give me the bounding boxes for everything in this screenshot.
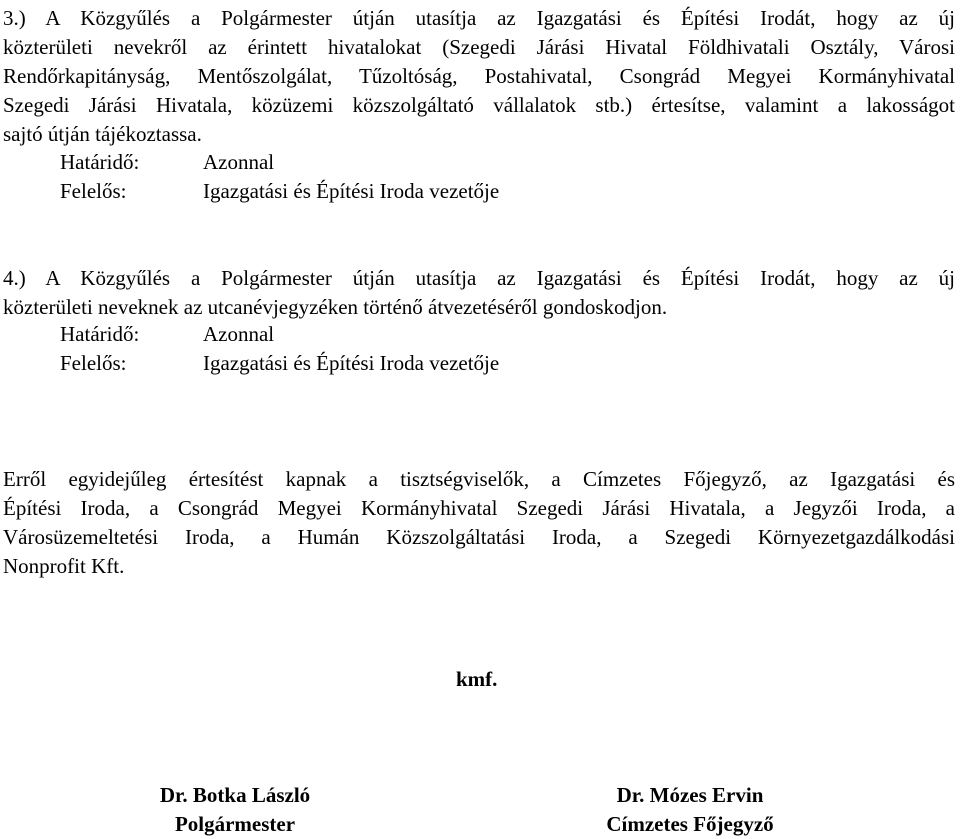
notice-line: Építési Iroda, a Csongrád Megyei Kormányhivatal Szegedi Járási Hivatala, a Jegyzői Iroda, a bbox=[3, 496, 955, 520]
kmf-label: kmf. bbox=[456, 667, 498, 691]
deadline-value: Azonnal bbox=[203, 322, 275, 346]
section-3-line: Szegedi Járási Hivatala, közüzemi közszolgáltató vállalatok stb.) értesítse, valamint a lakosságot bbox=[3, 93, 955, 117]
signature-left bbox=[120, 781, 350, 839]
section-3-line: közterületi nevekről az érintett hivatalokat (Szegedi Járási Hivatal Földhivatali Osztály, Városi bbox=[3, 35, 955, 59]
responsible-label: Felelős: bbox=[60, 179, 127, 203]
notice-line: Nonprofit Kft. bbox=[3, 554, 125, 578]
section-4-responsible-row bbox=[60, 349, 499, 378]
section-3-line: Rendőrkapitányság, Mentőszolgálat, Tűzoltóság, Postahivatal, Csongrád Megyei Kormányhivatal bbox=[3, 64, 955, 88]
section-3-responsible-row bbox=[60, 177, 499, 206]
notice-line: Városüzemeltetési Iroda, a Humán Közszolgáltatási Iroda, a Szegedi Környezetgazdálkodási bbox=[3, 525, 955, 549]
deadline-label: Határidő: bbox=[60, 322, 140, 346]
section-4-paragraph bbox=[3, 264, 955, 322]
signature-right bbox=[580, 781, 800, 839]
section-3-paragraph bbox=[3, 4, 955, 149]
section-3-deadline-row bbox=[60, 148, 274, 177]
signatory-name: Dr. Botka László bbox=[159, 783, 311, 807]
responsible-value: Igazgatási és Építési Iroda vezetője bbox=[203, 351, 500, 375]
notice-line: Erről egyidejűleg értesítést kapnak a tisztségviselők, a Címzetes Főjegyző, az Igazgatási és bbox=[3, 467, 955, 491]
section-4-line: 4.) A Közgyűlés a Polgármester útján utasítja az Igazgatási és Építési Irodát, hogy az új bbox=[3, 266, 955, 290]
signatory-name: Dr. Mózes Ervin bbox=[616, 783, 764, 807]
section-3-line: 3.) A Közgyűlés a Polgármester útján utasítja az Igazgatási és Építési Irodát, hogy az új bbox=[3, 6, 955, 30]
section-3-line: sajtó útján tájékoztassa. bbox=[3, 122, 202, 146]
notice-paragraph bbox=[3, 465, 955, 581]
signatory-title: Polgármester bbox=[174, 812, 296, 836]
deadline-value: Azonnal bbox=[203, 150, 275, 174]
section-4-line: közterületi neveknek az utcanévjegyzéken történő átvezetéséről gondoskodjon. bbox=[3, 295, 668, 319]
responsible-value: Igazgatási és Építési Iroda vezetője bbox=[203, 179, 500, 203]
responsible-label: Felelős: bbox=[60, 351, 127, 375]
deadline-label: Határidő: bbox=[60, 150, 140, 174]
signatory-title: Címzetes Főjegyző bbox=[606, 812, 774, 836]
section-4-deadline-row bbox=[60, 320, 274, 349]
